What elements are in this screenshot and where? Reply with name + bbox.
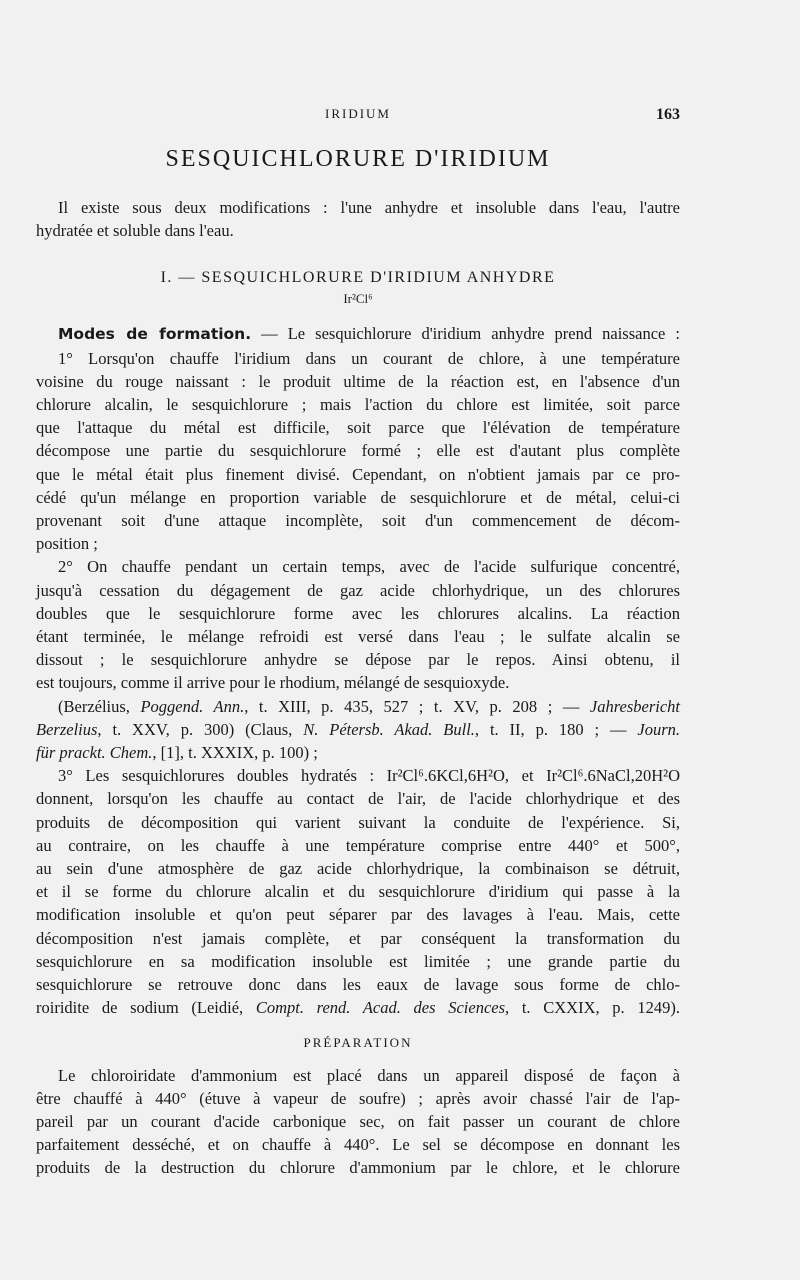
- text-line: que l'attaque du métal est difficile, soit parce que l'élévation de température: [36, 418, 680, 438]
- ref-journal: N. Pétersb. Akad. Bull.: [303, 719, 475, 739]
- text-line: donnent, lorsqu'on les chauffe au contact de l'air, de l'acide chlorhydrique et des: [36, 789, 680, 809]
- ref-text: , t. II, p. 180 ; —: [474, 719, 638, 739]
- ref-journal: Jahresbericht: [589, 696, 680, 716]
- text-line: [36, 741, 680, 764]
- text-line: [36, 718, 680, 741]
- chapter-title: SESQUICHLORURE D'IRIDIUM: [165, 146, 551, 172]
- preparation-heading: PRÉPARATION: [303, 1034, 413, 1050]
- text-line: décomposition n'est jamais complète, et par conséquent la transformation du: [36, 928, 680, 948]
- text-line: au contraire, on les chauffe à une température comprise entre 440° et 500°,: [36, 835, 680, 855]
- text-line: hydratée et soluble dans l'eau.: [36, 221, 234, 241]
- text-line: sesquichlorure se retrouve donc dans les eaux de lavage sous forme de chlo-: [36, 975, 680, 995]
- text-line: que le métal était plus finement divisé. Cependant, on n'obtient jamais par ce pro-: [36, 464, 680, 484]
- text-line: sesquichlorure en sa modification insoluble est limitée ; une grande partie du: [36, 951, 680, 971]
- ref-journal: Berzelius: [36, 719, 98, 739]
- text-line: cédé qu'un mélange en proportion variable de sesquichlorure et de métal, celui-ci: [36, 487, 680, 507]
- method-3-paragraph: [36, 764, 680, 1019]
- ref-text: , t. XIII, p. 435, 527 ; t. XV, p. 208 ; —: [244, 696, 590, 716]
- method-2-paragraph: [36, 555, 680, 694]
- ref-text: , [1], t. XXXIX, p. 100) ;: [152, 743, 318, 763]
- page-header: [36, 106, 680, 126]
- text-line: parfaitement desséché, et on chauffe à 440°. Le sel se décompose en donnant les: [36, 1135, 680, 1155]
- ref-journal: Poggend. Ann.: [140, 696, 245, 716]
- text-line: décompose une partie du sesquichlorure formé ; elle est d'autant plus complète: [36, 441, 680, 461]
- ref-text: roiridite de sodium (Leidié,: [36, 998, 256, 1018]
- text-line: doubles que le sesquichlorure forme avec les chlorures alcalins. La réaction: [36, 603, 680, 623]
- lead-text: — Le sesquichlorure d'iridium anhydre prend naissance :: [251, 324, 680, 344]
- ref-journal: für prackt. Chem.: [36, 743, 153, 763]
- intro-paragraph: [36, 196, 680, 242]
- text-line: [36, 996, 680, 1019]
- text-line: produits de la destruction du chlorure d'ammonium par le chlore, et le chlorure: [36, 1158, 680, 1178]
- text-line: pareil par un courant d'acide carbonique sec, on fait passer un courant de chlore: [36, 1111, 680, 1131]
- text-line: 3° Les sesquichlorures doubles hydratés : Ir²Cl⁶.6KCl,6H²O, et Ir²Cl⁶.6NaCl,20H²O: [58, 766, 680, 786]
- reference-paragraph: [36, 695, 680, 765]
- text-line: être chauffé à 440° (étuve à vapeur de soufre) ; après avoir chassé l'air de l'ap-: [36, 1088, 680, 1108]
- text-line: produits de décomposition qui varient suivant la conduite de l'expérience. Si,: [36, 812, 680, 832]
- text-line: provenant soit d'une attaque incomplète, soit d'un commencement de décom-: [36, 511, 680, 531]
- text-line: 2° On chauffe pendant un certain temps, avec de l'acide sulfurique concentré,: [58, 557, 680, 577]
- text-line: jusqu'à cessation du dégagement de gaz acide chlorhydrique, un des chlorures: [36, 580, 680, 600]
- text-line: chlorure alcalin, le sesquichlorure ; mais l'action du chlore est limitée, soit parce: [36, 395, 680, 415]
- page-number: 163: [656, 106, 680, 123]
- text-line: [36, 322, 680, 346]
- ref-journal: Journ.: [637, 719, 680, 739]
- text-line: dissout ; le sesquichlorure anhydre se dépose par le repos. Ainsi obtenu, il: [36, 650, 680, 670]
- text-line: position ;: [36, 534, 98, 554]
- chemical-formula: Ir²Cl⁶: [343, 291, 373, 307]
- ref-journal: Compt. rend. Acad. des Sciences: [255, 998, 506, 1018]
- text-line: modification insoluble et qu'on peut séparer par des lavages à l'eau. Mais, cette: [36, 905, 680, 925]
- section-title: I. — SESQUICHLORURE D'IRIDIUM ANHYDRE: [160, 269, 556, 287]
- modes-paragraph: [36, 322, 680, 555]
- preparation-paragraph: [36, 1064, 680, 1180]
- page-body: [36, 196, 680, 1180]
- text-line: est toujours, comme il arrive pour le rhodium, mélangé de sesquioxyde.: [36, 673, 510, 693]
- text-line: Le chloroiridate d'ammonium est placé dans un appareil disposé de façon à: [58, 1065, 680, 1085]
- running-title: IRIDIUM: [325, 106, 391, 121]
- ref-text: (Berzélius,: [58, 696, 141, 716]
- text-line: étant terminée, le mélange refroidi est versé dans l'eau ; le sulfate alcalin se: [36, 627, 680, 647]
- text-line: au sein d'une atmosphère de gaz acide chlorhydrique, la combinaison se détruit,: [36, 859, 680, 879]
- text-line: 1° Lorsqu'on chauffe l'iridium dans un courant de chlore, à une température: [58, 348, 680, 368]
- text-line: Il existe sous deux modifications : l'une anhydre et insoluble dans l'eau, l'autre: [58, 198, 680, 217]
- text-line: voisine du rouge naissant : le produit ultime de la réaction est, en l'absence d'un: [36, 371, 680, 391]
- lead-heading: Modes de formation.: [58, 325, 252, 344]
- ref-text: , t. XXV, p. 300) (Claus,: [97, 719, 304, 739]
- text-line: [36, 695, 680, 718]
- text-line: et il se forme du chlorure alcalin et du sesquichlorure d'iridium qui passe à la: [36, 882, 680, 902]
- ref-text: , t. CXXIX, p. 1249).: [505, 998, 680, 1018]
